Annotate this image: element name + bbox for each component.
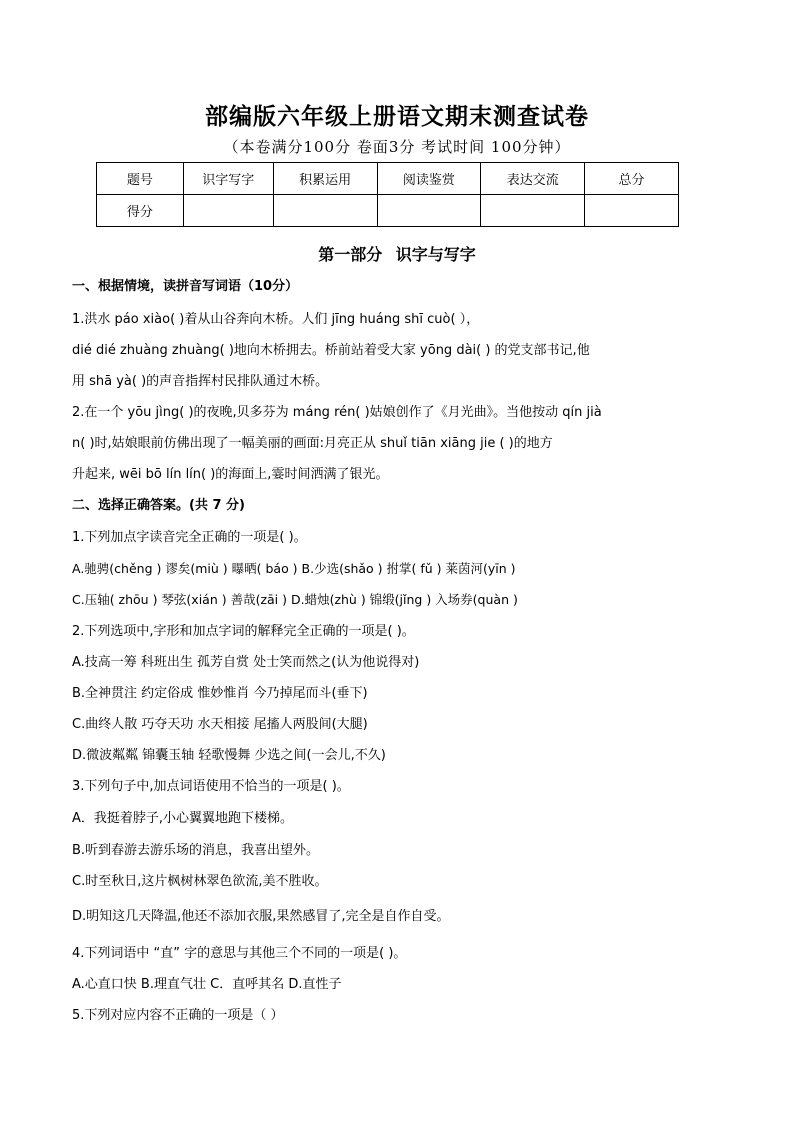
option-line: D.明知这几天降温,他还不添加衣服,果然感冒了,完全是自作自受。 [72,909,450,924]
option-line: B.听到春游去游乐场的消息，我喜出望外。 [72,843,320,858]
option-line: B.全神贯注 约定俗成 惟妙惟肖 今乃掉尾而斗(垂下) [72,686,368,701]
question-line: n( )时,姑娘眼前仿佛出现了一幅美丽的画面:月亮正从 shuǐ tiān xiāng jie ( )的地方 [72,436,553,451]
question-line: 2.在一个 yōu jìng( )的夜晚,贝多芬为 máng rén( )姑娘创作了《月光曲》。当他按动 qín jià [72,405,602,420]
table-header-cell: 积累运用 [273,163,377,195]
question-line: 2.下列选项中,字形和加点字词的解释完全正确的一项是( )。 [72,624,415,639]
score-table-score-row [97,195,679,227]
option-line: D.微波粼粼 锦囊玉轴 轻歌慢舞 少选之间(一会儿,不久) [72,748,386,763]
score-cell[interactable] [585,195,679,227]
question-line: 3.下列句子中,加点词语使用不恰当的一项是( )。 [72,779,350,794]
score-cell[interactable] [481,195,585,227]
table-header-cell: 题号 [97,163,184,195]
option-line: C.曲终人散 巧夺天功 水天相接 尾搐人两股间(大腿) [72,717,368,732]
score-cell[interactable] [273,195,377,227]
question-line: 1.洪水 páo xiào( )着从山谷奔向木桥。人们 jīng huáng shī cuò( ）， [72,312,480,327]
question-line: 1.下列加点字读音完全正确的一项是( )。 [72,530,307,545]
table-header-cell: 表达交流 [481,163,585,195]
question-line: 用 shā yà( )的声音指挥村民排队通过木桥。 [72,374,329,389]
score-table [96,162,679,227]
score-row-label: 得分 [97,195,184,227]
table-header-cell: 阅读鉴赏 [377,163,481,195]
page-title: 部编版六年级上册语文期末测查试卷 [205,103,589,130]
table-header-cell: 总分 [585,163,679,195]
option-line: A.技高一筹 科班出生 孤芳自赏 处士笑而然之(认为他说得对) [72,655,420,670]
score-table-header-row [97,163,679,195]
question-line: 升起来, wēi bō lín lín( )的海面上,霎时间洒满了银光。 [72,467,389,482]
part-title: 第一部分 识字与写字 [318,245,476,264]
option-line: A．我挺着脖子,小心翼翼地跑下楼梯。 [72,811,294,826]
option-line: A.驰骋(chěng ) 谬矣(miù ) 曝晒( báo ) B.少选(shǎo ) 拊掌( fǔ ) 莱茵河(yīn ) [72,561,516,576]
question-line: dié dié zhuàng zhuàng( )地向木桥拥去。桥前站着受大家 yōng dài( ) 的党支部书记,他 [72,343,590,358]
score-cell[interactable] [377,195,481,227]
option-line: C.时至秋日,这片枫树林翠色欲流,美不胜收。 [72,874,328,889]
section-heading: 一、根据情境，读拼音写词语（10分） [72,279,299,294]
exam-info: （本卷满分100分 卷面3分 考试时间 100分钟） [223,138,571,156]
option-line: C.压轴( zhōu ) 琴弦(xián ) 善哉(zāi ) D.蜡烛(zhù ) 锦缎(jǐng ) 入场券(quàn ) [72,592,518,607]
option-line: A.心直口快 B.理直气壮 C．直呼其名 D.直性子 [72,977,342,992]
score-cell[interactable] [183,195,273,227]
section-heading: 二、选择正确答案。(共 7 分) [72,498,245,513]
question-line: 5.下列对应内容不正确的一项是（ ） [72,1008,284,1023]
table-header-cell: 识字写字 [183,163,273,195]
question-line: 4.下列词语中 “直” 字的意思与其他三个不同的一项是( )。 [72,946,407,961]
